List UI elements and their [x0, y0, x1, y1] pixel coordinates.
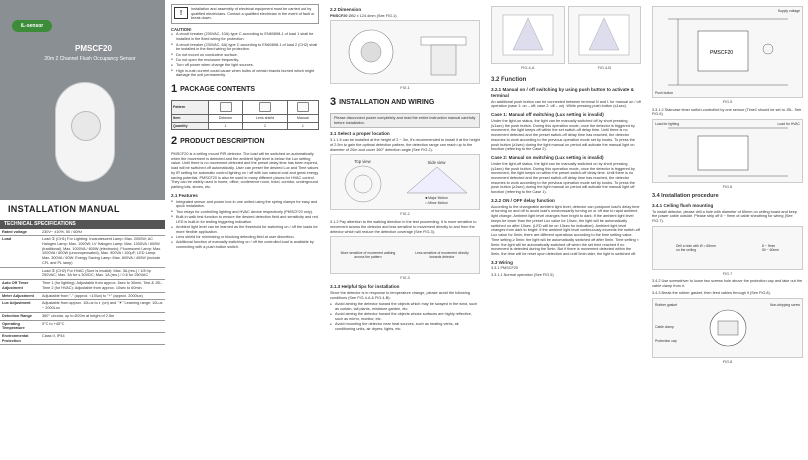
wiring-heading: 3.3 Wiring	[491, 259, 513, 265]
fig6-caption: FIG.6	[722, 185, 733, 190]
wiring2-text: 3.3.1.2 Staircase timer switch-controlled by one sensor (Time1 should be set to JSL. See FIG.6)	[652, 107, 802, 117]
fig4b-drawing	[568, 6, 642, 64]
fig8-caption: FIG.8	[722, 359, 733, 364]
feature-item: ● Ambient light level can be learned as the threshold for switching on / off the loads for more flexible application.	[171, 225, 319, 234]
clamp-label: Cable clamp	[655, 324, 674, 329]
delay-text: According to the changeable ambient light level, detector can postpone load's delay time of turning on and off to avoid load's unnecessarily turning on or off due to rapid ambient light change. Ambient light level changes from bright to dark: If the ambient light level keeps be lower than the preset Lux value for 10sec, the light will be automatically switched on after 10sec. (LED will be on 10sec for indication). Ambient light level changes from dark to bright: If the ambient light level continuously exceeds the switch-off Lux value for 5min, there are different operations according to the time setting value. Time setting ≥ 5min: the light will be automatically switched off after 5min. Time setting < 5min: the light will be automatically switched off when the set time reached if no movement is detected during the 5min. But if there is movement detected within the 5min, the time will be reset upon detection and until 5min later, the light is switched off.	[491, 204, 640, 256]
column-4	[486, 0, 646, 460]
procedure-heading: 3.4 Installation procedure	[652, 192, 719, 199]
cover-column	[0, 0, 165, 460]
install-note: Please disconnect power completely and read the entire instruction manual carefully before installation.	[330, 113, 480, 128]
package-table: Pattern Item Detector Lens shield Manual Quantity 1 2 1	[171, 100, 319, 130]
spec-value: 230V~ ±10%, 50 / 60Hz	[40, 229, 165, 236]
feature-item: ● Additional function of manually switching on / off the controlled load is available by connecting with a push button switch.	[171, 240, 319, 249]
side-view-drawing	[402, 165, 472, 195]
caution-item: ● Do not open the enclosure frequently.	[171, 58, 319, 63]
warning-box	[171, 4, 319, 24]
spec-row	[0, 312, 165, 320]
column-2	[166, 0, 324, 460]
spec-heading: TECHNICAL SPECIFICATIONS	[0, 220, 165, 228]
spec-row	[0, 236, 165, 267]
wiring-text: 3.3.1.1 Normal operation (See FIG.5)	[491, 273, 554, 278]
caution-item: ● Do not mount on conductive surface.	[171, 53, 319, 58]
spec-key: Lux Adjustment	[0, 300, 40, 312]
spec-key: Operating Temperature	[0, 320, 40, 332]
tips-list	[330, 302, 480, 332]
spec-value: Class II, IP44	[40, 332, 165, 344]
fig8-drawing	[652, 298, 803, 358]
fig6-wiring	[652, 119, 803, 183]
fig8-diagram	[698, 303, 758, 353]
rubber-label: Rubber gasket	[655, 302, 678, 307]
spec-value: Time 1 (for lighting): Adjustable from approx. 5sec to 30min, Test & JSL. Time 2 (for HVAC): Adjustable from approx. 10sec to 60min	[40, 280, 165, 292]
supply-label: Supply voltage	[777, 9, 800, 13]
feature-item: ● Built-in walk test function to ensure the desired detection field and sensitivity and red LED is built-in for testing triggering indication.	[171, 215, 319, 224]
spec-value: Adjustable from approx. 10Lux to ◐ (on) and "☀" Learning range: 10Lux ~ 2000Lux	[40, 300, 165, 312]
location-text-2: 3.1.2 Pay attention to the walking direction in the test proceeding. It is more sensitive to movement across the detector and less sensitive to movement directly to and from the detector which will reduce the detection coverage (See FIG.3).	[330, 220, 477, 234]
step2-text: 3.4.2 Use screwdriver to loose two screws hole above the protection cap and take out the cable clamp from it.	[652, 279, 803, 289]
dimension-drawing	[331, 22, 479, 82]
tips-heading: 3.1.3 Helpful tips for installation	[330, 284, 400, 290]
caution-item: ● A circuit breaker (230VAC, 10A) type C according to EN60898-1 of load 1 shall be installed in the fixed wiring for protection.	[171, 32, 319, 41]
case2-text: Under the light-off status, the light can be manually switched on by short pressing (≤1sec) the push button. During this operation mode, once the detector is triggered by movement, the light keeps on within the preset switch-off delay time. Until there is no movement detected and the preset switch-off delay time has reached, the detector resumes to work according to the previous operation mode set by knobs. To press the push button (≥1sec) during the light manual on period will activate the manual light off function (referring to the Case 1).	[491, 161, 635, 195]
model-title: PMSCF20	[75, 44, 112, 53]
column-5	[647, 0, 808, 460]
tip-item: ● Avoid mounting the detector near heat sources, such as heating vents, air conditioning units, air dryers, lights, etc.	[330, 322, 480, 331]
spec-row	[0, 332, 165, 344]
spec-value: Adjustable from "-" (approx. <10lux) to "+" (approx. 2000lux)	[40, 292, 165, 300]
tip-item: ● Avoid aiming the detector toward the objects which may be swayed in the wind, such as curtain, tall plants, miniature garden, etc.	[330, 302, 480, 311]
spec-row	[0, 229, 165, 236]
fig3-caption: FIG.3	[400, 276, 410, 281]
dimension-text: PMSCF20 Ø82 x 124.4mm (See FIG.1)	[330, 13, 397, 18]
fig4-row	[491, 4, 641, 74]
dimension-figure	[330, 20, 480, 84]
features-heading: 2.1 Features	[171, 192, 198, 198]
spec-row	[0, 292, 165, 300]
spec-table	[0, 229, 165, 346]
spec-key	[0, 267, 40, 279]
tip-item: ● Avoid aiming the detector toward the objects whose surfaces are highly reflective, such as mirror, monitor, etc.	[330, 312, 480, 321]
spec-value: Load ② (CH2) For HVAC (Sure is invalid): Max. 3A (res.) / 1/8 hp 250VAC; Max. 3A for ≤ 30VDC; Max. 1A (res.) / 0.6 for 250VAC	[40, 267, 165, 279]
detection-figure: Top view Side view ■ Major Motion □ Minor Motion	[330, 154, 480, 210]
fig5-caption: FIG.5	[722, 100, 733, 104]
case2-heading: Case 2: Manual on switching (Lux setting is invalid)	[491, 155, 604, 161]
location-heading: 3.1 Select a proper location	[330, 131, 390, 137]
spec-row	[0, 280, 165, 292]
nonstrip-label: Non-stripping screw	[770, 302, 800, 307]
step3-text: 3.4.3 Break the rubber gasket, then feed cables through it (See FIG.8).	[652, 290, 771, 295]
function-heading: 3.2 Function	[491, 76, 527, 83]
warning-text: Installation and assembly of electrical equipment must be carried out by qualified electricians. Contact a qualified electrician in the event of fault or break down.	[191, 7, 315, 21]
fig7-caption: FIG.7	[722, 271, 733, 276]
caution-list	[171, 32, 319, 78]
function-subheading: 3.2.1 Manual on / off switching by using push button to activate & terminal	[491, 87, 634, 98]
spec-key: Environmental Protection	[0, 332, 40, 344]
warning-icon: !	[174, 7, 188, 19]
push-button-label: Push button	[655, 90, 674, 95]
package-section-title: 1 PACKAGE CONTENTS	[171, 83, 256, 96]
dimension-heading: 2.2 Dimension	[330, 7, 362, 12]
tips-intro: Since the detector is in response to temperature change, please avoid the following conditions (See FIG.4-A & FIG.4-B):	[330, 290, 470, 300]
spec-key: Load	[0, 236, 40, 267]
spec-value: 360° circular, up to Ø20m at height of 2.5m	[40, 312, 165, 320]
detector-icon	[220, 102, 232, 112]
caution-label: CAUTION!	[171, 27, 192, 33]
description-text: PMSCF20 is a ceiling mount PIR detector. The load will be switched on automatically when the movement is detected and the ambient light level is below the Lux setting value. Until there is no movement detected and the preset delay time has been expired, load will be switched off automatically. User can preset the desired Lux and Time values by IR setting for automatic control lighting on / off with low natural cost and great energy saving potential. PMSCF20 is also be used in many different places for HVAC control. They can be widely used in home, office, conference room, hotel, corridor, underground parking lots, stores, etc.	[171, 151, 319, 190]
strip2-label: 50 ~ 60mm	[761, 247, 780, 252]
lens-shield-icon	[259, 102, 271, 112]
strip-label: 8 ~ 9mm	[761, 243, 776, 248]
procedure-text: To install detector, please drill a hole with diameter of 65mm on ceiling board and keep the power cable outside. Please strip off 8 ~ 9mm of cable sheathing for wiring (See FIG.7).	[652, 209, 797, 224]
fig4b-caption: FIG.4-B	[597, 66, 611, 70]
load1-label: Load for lighting	[655, 122, 680, 127]
sensor-lens	[71, 111, 101, 141]
wiring-subheading: 3.3.1 PMSCF20	[491, 266, 519, 271]
spec-key: Detection Range	[0, 312, 40, 320]
top-view-drawing	[339, 164, 387, 204]
features-list	[171, 200, 319, 250]
install-section-title: 3 INSTALLATION AND WIRING	[330, 96, 435, 109]
caution-item: ● Turn off power when change the light sources.	[171, 63, 319, 68]
spec-key: Auto Off Timer Adjustment	[0, 280, 40, 292]
spec-value: Load ① (CH1) For Lighting: Incandescent Lamp: Max. 2000W; AC Halogen Lamp: Max. 1000W; LV Halogen Lamp: Max. 1000VA / 600W (traditional), Max. 1000VA / 600W (electronic); Fluorescent Lamp: Max. 1000VA / 600W (uncompensated), Max. 900VA / 100μF; LED Lamp: Max. 300VA / 60W; Energy Saving Lamp: Max. 600VA / 400W (include CFL and PL lamp)	[40, 236, 165, 267]
fig4a-caption: FIG.4-A	[521, 66, 535, 70]
delay-heading: 3.2.2 ON / OFF delay function	[491, 197, 555, 203]
sensitivity-figure: More sensitive of movement walking across the pattern Less sensitive of movement directly towards detector	[330, 236, 480, 274]
spec-key: Meter Adjustment	[0, 292, 40, 300]
top-view-label: Top view	[354, 159, 371, 165]
spec-key: Rated voltage	[0, 229, 40, 236]
fig5-wiring	[652, 6, 803, 98]
spec-value: 0°C to +45°C	[40, 320, 165, 332]
fig6-diagram	[658, 122, 798, 180]
cover-hero	[0, 0, 165, 200]
spec-row	[0, 320, 165, 332]
feature-item: ● Two relays for controlling lighting and HVAC device respectively (PMSCF20 only).	[171, 210, 319, 215]
fig4a-drawing	[491, 6, 565, 64]
manual-icon	[297, 102, 309, 112]
svg-text:PMSCF20: PMSCF20	[709, 50, 733, 56]
fig2-caption: FIG.2	[400, 212, 410, 217]
load2-label: Load for HVAC	[777, 122, 800, 127]
fig7-drawing	[652, 226, 803, 270]
description-section-title: 2 PRODUCT DESCRIPTION	[171, 135, 265, 148]
column-3	[325, 0, 485, 460]
manual-title: INSTALLATION MANUAL	[8, 204, 120, 214]
fig1-caption: FIG.1	[400, 86, 410, 91]
feature-item: ● Integrated sensor and power box in one united using the spring clamps for easy and quick installation.	[171, 200, 319, 209]
brand-logo: iL-sensor	[12, 20, 52, 32]
caution-item: ● A circuit breaker (230VAC, 6A) type C according to EN60898-1 of load 2 (CH2) shall be installed in the fixed wiring for protection.	[171, 43, 319, 52]
procedure-subheading: 3.4.1 Ceiling flush mounting	[652, 202, 714, 208]
case1-text: Under the light-on status, the light can be manually switched off by short pressing (≤1sec) the push button. During this operation mode, once the detector is triggered by movement, the light keeps off within the set switch-off delay time. Until there is no movement detected and the preset switch-off delay time has reached, the detector resumes to work according to the previous operation mode set by knobs. To press the push button (≥1sec) during the light manual on period will activate the manual light on function (referring to the Case 2).	[491, 118, 635, 152]
function-text: An additional push button can be connected between terminal N and L for manual on / off operation (case 1: on – off; case 2: off – on). While pressing push button (≤1sec).	[491, 99, 641, 109]
side-view-label: Side view	[427, 159, 446, 165]
fig5-diagram	[658, 9, 798, 95]
cap-label: Protection cap	[655, 338, 677, 343]
product-subtitle: 20m 2 Channel Flush Occupancy Sensor	[44, 56, 136, 62]
caution-item: ● High in-rush current could cause when bulbs of certain brands burned which might damage the unit permanently.	[171, 69, 319, 78]
drill-label: Drill a hole with Ø = 65mm on the ceiling	[675, 243, 716, 252]
feature-item: ● Lens shield for minimizing or blocking detecting field at user discretion.	[171, 235, 319, 240]
spec-row	[0, 267, 165, 279]
sensor-photo	[55, 82, 115, 182]
location-text-1: 3.1.1 It can be installed at the height of 2 ~ 3m, it's recommended to install it at the height of 2.5m to gain the optimal detection pattern, the detection range can reach up to the diameter of 20m and cover 360° detection angle (See FIG.2).	[330, 138, 480, 152]
case1-heading: Case 1: Manual off switching (Lux setting is invalid)	[491, 112, 604, 118]
spec-row	[0, 300, 165, 312]
